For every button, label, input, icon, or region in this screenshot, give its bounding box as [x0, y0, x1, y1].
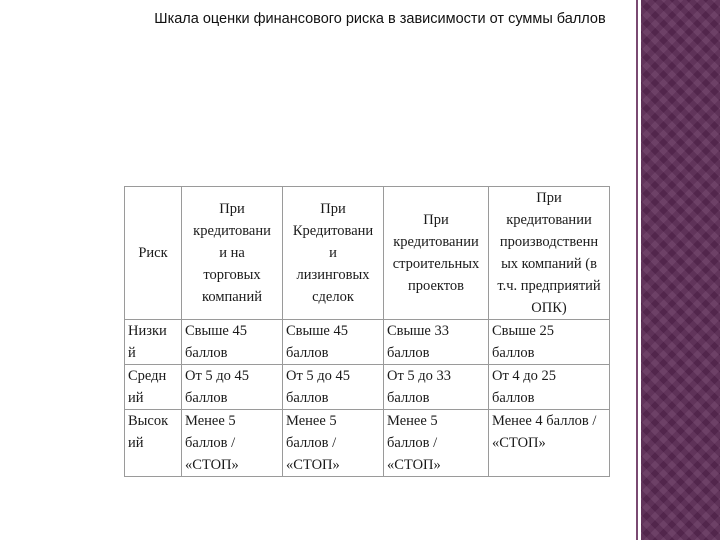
header-cell-construction: При кредитовании строительных проектов — [384, 187, 489, 320]
risk-level-cell: Низки й — [125, 320, 182, 365]
header-cell-risk: Риск — [125, 187, 182, 320]
decorative-sidebar — [641, 0, 720, 540]
risk-level-cell: Средн ий — [125, 365, 182, 410]
score-cell: От 5 до 45 баллов — [182, 365, 283, 410]
score-cell: Свыше 45 баллов — [182, 320, 283, 365]
score-cell: Свыше 33 баллов — [384, 320, 489, 365]
header-cell-leasing: При Кредитовани и лизинговых сделок — [283, 187, 384, 320]
score-cell: Свыше 25 баллов — [489, 320, 610, 365]
score-cell: От 5 до 45 баллов — [283, 365, 384, 410]
risk-scale-table — [124, 186, 610, 477]
risk-level-cell: Высок ий — [125, 410, 182, 477]
score-cell: От 4 до 25 баллов — [489, 365, 610, 410]
score-cell: Менее 4 баллов / «СТОП» — [489, 410, 610, 477]
table-row-low — [125, 320, 610, 365]
header-cell-production: При кредитовании производственн ых компаний (в т.ч. предприятий ОПК) — [489, 187, 610, 320]
score-cell: Менее 5 баллов / «СТОП» — [283, 410, 384, 477]
slide-title: Шкала оценки финансового риска в зависимости от суммы баллов — [154, 11, 606, 27]
score-cell: Менее 5 баллов / «СТОП» — [182, 410, 283, 477]
score-cell: Менее 5 баллов / «СТОП» — [384, 410, 489, 477]
table-row-high — [125, 410, 610, 477]
score-cell: От 5 до 33 баллов — [384, 365, 489, 410]
table-row-medium — [125, 365, 610, 410]
table-header-row — [125, 187, 610, 320]
score-cell: Свыше 45 баллов — [283, 320, 384, 365]
decorative-divider — [636, 0, 638, 540]
header-cell-trade: При кредитовани и на торговых компаний — [182, 187, 283, 320]
